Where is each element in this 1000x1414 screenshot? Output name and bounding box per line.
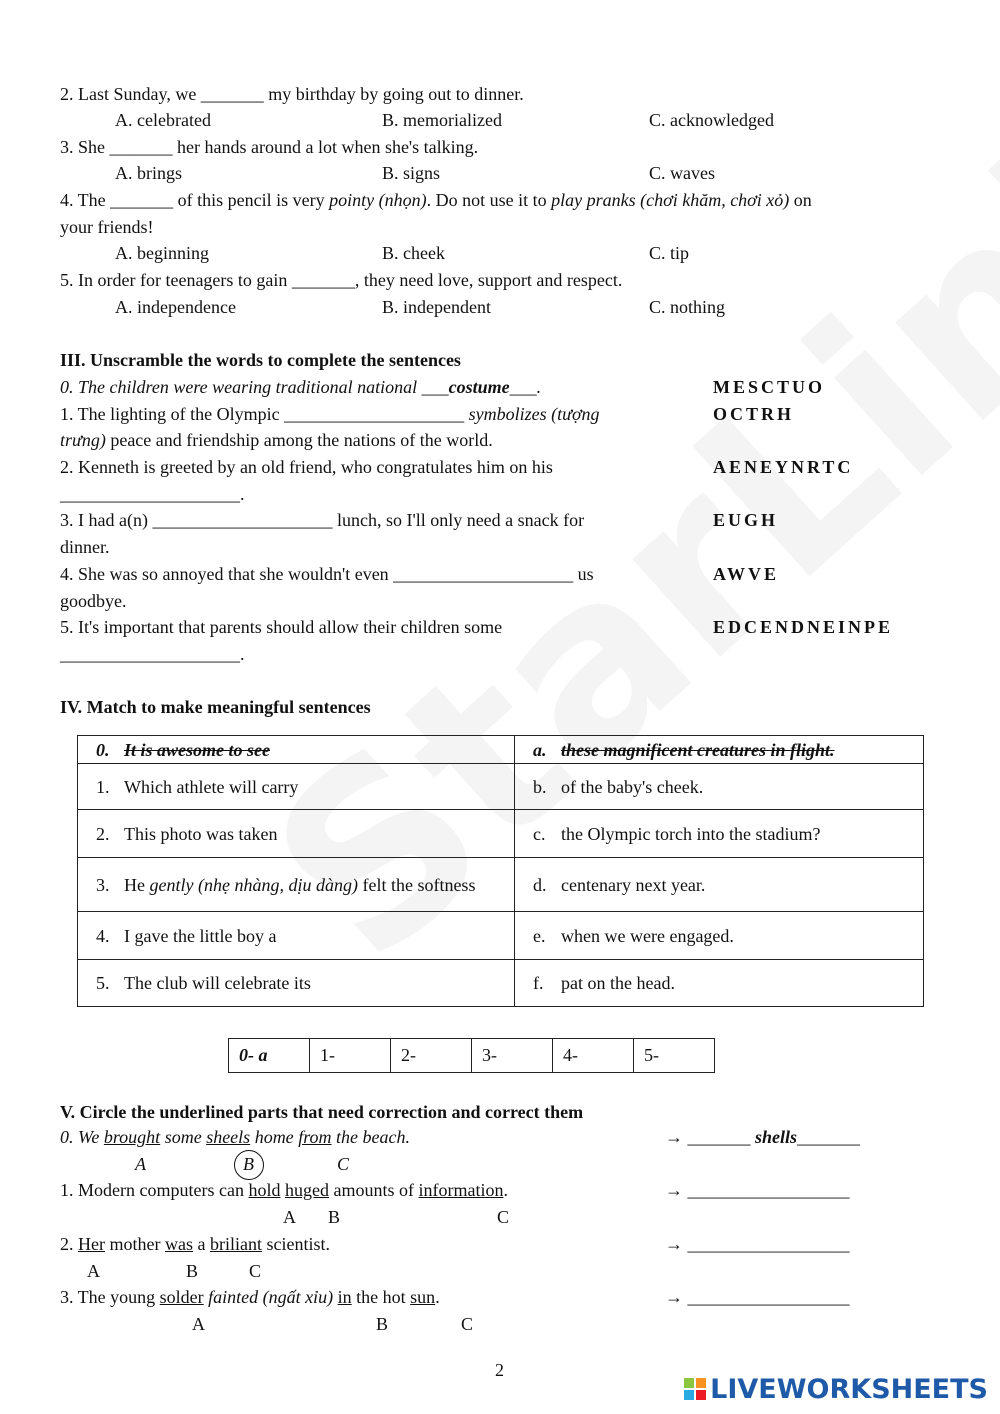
unscramble-q1: 1. The lighting of the Olympic ____________________ symbolizes (tượng — [60, 404, 600, 424]
section-heading-match: IV. Match to make meaningful sentences — [60, 697, 371, 717]
correction-q2: 2. Her mother was a briliant scientist. — [60, 1234, 330, 1254]
matching-table — [77, 735, 924, 1007]
q2-part-a[interactable]: Her — [78, 1234, 105, 1254]
answer-cell-5[interactable]: 5- — [634, 1039, 715, 1073]
question-2: 2. Last Sunday, we _______ my birthday by going out to dinner. — [60, 84, 524, 104]
match-row-4 — [78, 912, 924, 960]
match-left-5[interactable]: 5. The club will celebrate its — [78, 960, 515, 1007]
liveworksheets-brand[interactable]: LIVEWORKSHEETS — [684, 1374, 988, 1405]
match-left-4[interactable]: 4. I gave the little boy a — [78, 912, 515, 960]
option-3a[interactable]: A. brings — [115, 163, 182, 183]
correction-example-answer: → _______ shells_______ — [665, 1127, 861, 1147]
unscramble-q4-line2: goodbye. — [60, 591, 127, 611]
unscramble-q4[interactable]: 4. She was so annoyed that she wouldn't even ____________________ us — [60, 564, 594, 584]
match-row-5 — [78, 960, 924, 1007]
answer-cell-3[interactable]: 3- — [472, 1039, 553, 1073]
label-c: C — [337, 1154, 350, 1174]
unscramble-q2: 2. Kenneth is greeted by an old friend, who congratulates him on his — [60, 457, 553, 477]
correction-example: 0. We brought some sheels home from the beach. — [60, 1127, 410, 1147]
match-right-c[interactable]: c. the Olympic torch into the stadium? — [515, 810, 924, 858]
page-number: 2 — [495, 1360, 504, 1380]
unscramble-q3[interactable]: 3. I had a(n) ____________________ lunch, so I'll only need a snack for — [60, 510, 585, 530]
correction-q2-answer[interactable]: → __________________ — [665, 1234, 850, 1254]
correction-q3: 3. The young solder fainted (ngất xỉu) in the hot sun. — [60, 1287, 440, 1307]
correction-q1-answer[interactable]: → __________________ — [665, 1180, 850, 1200]
match-row-1 — [78, 764, 924, 810]
match-right-e[interactable]: e. when we were engaged. — [515, 912, 924, 960]
label-c: C — [249, 1261, 262, 1281]
unscramble-q1-line2: trưng) peace and friendship among the nations of the world. — [60, 430, 493, 450]
option-4b[interactable]: B. cheek — [382, 243, 445, 263]
match-right-d[interactable]: d. centenary next year. — [515, 858, 924, 912]
option-2c[interactable]: C. acknowledged — [649, 110, 774, 130]
scrambled-letters-5: EDCENDNEINPE — [713, 617, 894, 637]
question-4-line2: your friends! — [60, 217, 154, 237]
unscramble-q3-line2: dinner. — [60, 537, 110, 557]
correction-q3-answer[interactable]: → __________________ — [665, 1287, 850, 1307]
liveworksheets-logo-icon — [684, 1378, 706, 1400]
match-row-2 — [78, 810, 924, 858]
question-5: 5. In order for teenagers to gain _______, they need love, support and respect. — [60, 270, 623, 290]
match-right-f[interactable]: f. pat on the head. — [515, 960, 924, 1007]
label-a: A — [192, 1314, 205, 1334]
match-right-b[interactable]: b. of the baby's cheek. — [515, 764, 924, 810]
unscramble-example: 0. The children were wearing traditional national ___costume___. — [60, 377, 542, 397]
match-row-3 — [78, 858, 924, 912]
match-row-0 — [78, 736, 924, 764]
correction-q1: 1. Modern computers can hold huged amounts of information. — [60, 1180, 508, 1200]
label-c: C — [461, 1314, 474, 1334]
option-2b[interactable]: B. memorialized — [382, 110, 502, 130]
question-4: 4. The _______ of this pencil is very pointy (nhọn). Do not use it to play pranks (chơi khăm, chơi xỏ) on — [60, 190, 812, 210]
q1-part-a[interactable]: hold — [248, 1180, 281, 1200]
label-a: A — [283, 1207, 296, 1227]
q1-part-b[interactable]: huged — [284, 1180, 329, 1200]
match-left-3[interactable]: 3. He gently (nhẹ nhàng, dịu dàng) felt the softness — [78, 858, 515, 912]
unscramble-q5-blank[interactable]: ____________________. — [60, 644, 245, 664]
label-a: A — [135, 1154, 146, 1174]
scrambled-letters-4: AWVE — [713, 564, 780, 584]
q2-part-c[interactable]: briliant — [209, 1234, 262, 1254]
label-a: A — [87, 1261, 100, 1281]
section-heading-correction: V. Circle the underlined parts that need correction and correct them — [60, 1102, 584, 1122]
q3-part-c[interactable]: sun — [410, 1287, 436, 1307]
answer-cell-2[interactable]: 2- — [391, 1039, 472, 1073]
scrambled-letters-2: AENEYNRTC — [713, 457, 854, 477]
option-4a[interactable]: A. beginning — [115, 243, 209, 263]
match-right-a: a. these magnificent creatures in flight. — [515, 736, 924, 764]
option-5c[interactable]: C. nothing — [649, 297, 726, 317]
label-b: B — [376, 1314, 389, 1334]
answer-grid — [228, 1038, 715, 1073]
q2-part-b[interactable]: was — [164, 1234, 193, 1254]
q3-part-a[interactable]: solder — [159, 1287, 204, 1307]
q3-part-b[interactable]: in — [337, 1287, 352, 1307]
option-5b[interactable]: B. independent — [382, 297, 491, 317]
option-2a[interactable]: A. celebrated — [115, 110, 211, 130]
label-b: B — [328, 1207, 341, 1227]
option-5a[interactable]: A. independence — [115, 297, 236, 317]
answer-cell-4[interactable]: 4- — [553, 1039, 634, 1073]
answer-cell-0: 0- a — [229, 1039, 310, 1073]
unscramble-q2-blank[interactable]: ____________________. — [60, 484, 245, 504]
q1-part-c[interactable]: information — [418, 1180, 504, 1200]
scrambled-letters-0: MESCTUO — [713, 377, 826, 397]
section-heading-unscramble: III. Unscramble the words to complete the sentences — [60, 350, 461, 370]
match-left-2[interactable]: 2. This photo was taken — [78, 810, 515, 858]
match-left-1[interactable]: 1. Which athlete will carry — [78, 764, 515, 810]
answer-cell-1[interactable]: 1- — [310, 1039, 391, 1073]
scrambled-letters-3: EUGH — [713, 510, 779, 530]
label-b: B — [243, 1154, 254, 1174]
unscramble-q5: 5. It's important that parents should allow their children some — [60, 617, 503, 637]
option-3b[interactable]: B. signs — [382, 163, 441, 183]
option-4c[interactable]: C. tip — [649, 243, 690, 263]
scrambled-letters-1: OCTRH — [713, 404, 795, 424]
option-3c[interactable]: C. waves — [649, 163, 715, 183]
label-b: B — [186, 1261, 199, 1281]
question-3: 3. She _______ her hands around a lot when she's talking. — [60, 137, 479, 157]
match-left-0: 0. It is awesome to see — [78, 736, 515, 764]
label-c: C — [497, 1207, 510, 1227]
